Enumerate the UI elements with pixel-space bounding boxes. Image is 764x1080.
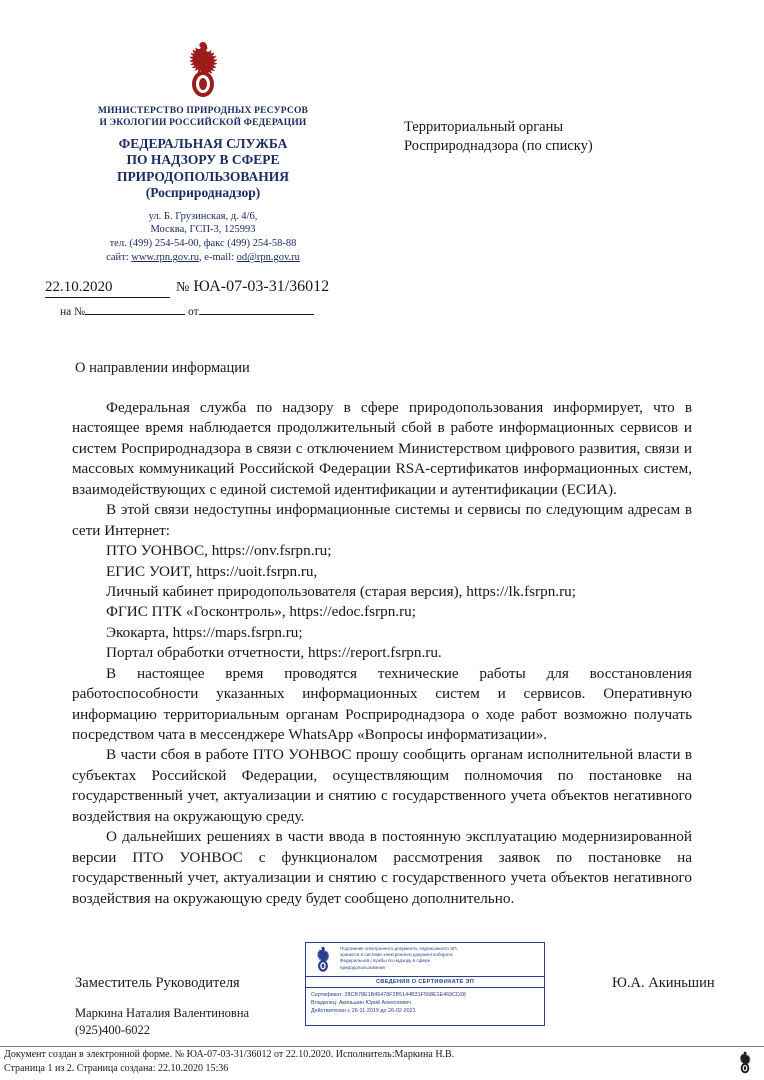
reference-line [60,303,390,318]
stamp-owner-value: Акиньшин Юрий Алексеевич [338,1000,411,1007]
address-line-1: ул. Б. Грузинская, д. 4/6, [148,210,258,222]
body-paragraph: Федеральная служба по надзору в сфере природопользования информирует, что в настоящее время наблюдается продолжительный сбой в работе информационных сервисов и систем Росприроднадзора в связи с отключением Министерством цифрового развития, связи и массовых коммуникаций Российской Федерации RSA-сертификатов информационных систем, взаимодействующих с единой системой идентификации и аутентификации (ЕСИА). [72,399,692,498]
body-paragraph: В этой связи недоступны информационные системы и сервисы по следующим адресам в сети Интернет: [72,501,692,539]
stamp-owner-label: Владелец: [311,1000,338,1007]
russian-coat-of-arms-icon [310,946,336,974]
document-body [72,398,692,909]
ministry-line-2: И ЭКОЛОГИИ РОССИЙСКОЙ ФЕДЕРАЦИИ [99,117,307,128]
resource-item: Экокарта, https://maps.fsrpn.ru; [106,623,303,641]
digital-signature-stamp [305,942,545,1026]
russian-coat-of-arms-icon [175,40,231,102]
stamp-note-line-4: природопользования [340,964,386,970]
document-subject: О направлении информации [75,360,250,376]
service-line-3: ПРИРОДОПОЛЬЗОВАНИЯ [116,168,290,184]
resource-item: ФГИС ПТК «Госконтроль», https://edoc.fsrpn.ru; [106,603,416,621]
executor-phone: (925)400-6022 [75,1022,150,1037]
email-prefix: , e-mail: [199,252,237,264]
stamp-certificate-value: 28CB78E1B45478F2B5144B31F568E1E469CD28 [344,992,466,998]
stamp-title: СВЕДЕНИЯ О СЕРТИФИКАТЕ ЭП [306,976,544,988]
reference-date-label: от [187,306,199,318]
addressee-line-1: Территориальный органы [404,119,564,135]
number-sign: № [176,280,190,295]
stamp-validity-value: с 26-11-2019 до 26-02-2021 [347,1008,416,1015]
letterhead [78,40,328,265]
addressee-line-2: Росприроднадзора (по списку) [404,138,593,155]
address-line-2: Москва, ГСП-3, 125993 [150,224,256,236]
stamp-note-line-3: Федеральной службы по надзору в сфере [340,958,431,964]
registration-number: ЮА-07-03-31/36012 [193,278,330,295]
service-line-4: (Росприроднадзор) [145,185,261,201]
executor-name: Маркина Наталия Валентиновна [75,1006,250,1020]
service-line-2: ПО НАДЗОРУ В СФЕРЕ [126,152,280,168]
service-name [78,136,328,202]
stamp-owner-row [311,999,539,1007]
ministry-line-1: МИНИСТЕРСТВО ПРИРОДНЫХ РЕСУРСОВ [97,106,309,116]
email-link[interactable]: od@rpn.gov.ru [236,252,300,264]
footer-line-2: Страница 1 из 2. Страница создана: 22.10.2020 15:36 [4,1063,229,1074]
stamp-validity-label: Действителен [311,1008,347,1015]
russian-coat-of-arms-icon [734,1050,756,1076]
letterhead-contacts [78,210,328,265]
site-url-link[interactable]: www.rpn.gov.ru [131,252,200,264]
resource-item: Портал обработки отчетности, https://report.fsrpn.ru. [106,644,442,662]
site-prefix: сайт: [106,252,132,264]
resource-item: ЕГИС УОИТ, https://uoit.fsrpn.ru, [106,562,318,580]
body-paragraph: О дальнейших решениях в части ввода в постоянную эксплуатацию модернизированной версии ПТО УОНВОС с функционалом рассмотрения заявок по постановке на государственный учет, актуализации и снятию с государственного учета объектов негативного воздействия на окружающую среду будет сообщено дополнительно. [72,828,692,907]
body-paragraph: В части сбоя в работе ПТО УОНВОС прошу сообщить органам исполнительной власти в субъектах Российской Федерации, осуществляющим полномочия по постановке на государственный учет, актуализации и снятию с государственного учета объектов негативного воздействия на окружающую среду. [72,746,692,825]
stamp-note [340,946,458,974]
stamp-note-line-1: Подлинник электронного документа, подписанного ЭП, [340,946,458,951]
signature-position: Заместитель Руководителя [75,975,240,991]
stamp-certificate-row [311,991,539,999]
stamp-certificate-label: Сертификат: [311,992,344,998]
registration-line [45,278,385,298]
reference-number-blank [85,303,185,315]
stamp-validity-row [311,1007,539,1015]
stamp-header [306,943,544,975]
web-line [78,251,328,265]
stamp-note-line-2: хранится в системе электронного документооборота [340,952,453,958]
addressee-block [404,118,704,156]
stamp-details [306,988,544,1018]
resource-item: Личный кабинет природопользователя (старая версия), https://lk.fsrpn.ru; [106,582,576,600]
resource-item: ПТО УОНВОС, https://onv.fsrpn.ru; [106,542,332,560]
reference-date-blank [199,303,314,315]
ministry-name [78,106,328,130]
signature-name: Ю.А. Акиньшин [612,975,715,991]
body-paragraph: В настоящее время проводятся технические работы для восстановления работоспособности указанных информационных систем и сервисов. Оперативную информацию территориальным органам Росприроднадзора о ходе работ возможно получать посредством чата в мессенджере WhatsApp «Вопросы информатизации». [72,664,692,743]
executor-block [75,1005,249,1039]
service-line-1: ФЕДЕРАЛЬНАЯ СЛУЖБА [118,135,288,151]
footer-line-1: Документ создан в электронной форме. № ЮА-07-03-31/36012 от 22.10.2020. Исполнитель:Маркина Н.В. [4,1049,455,1060]
reference-label: на № [60,306,86,318]
footer-divider [0,1046,764,1047]
phone-line: тел. (499) 254-54-00, факс (499) 254-58-88 [109,238,297,250]
registration-date: 22.10.2020 [45,279,170,298]
